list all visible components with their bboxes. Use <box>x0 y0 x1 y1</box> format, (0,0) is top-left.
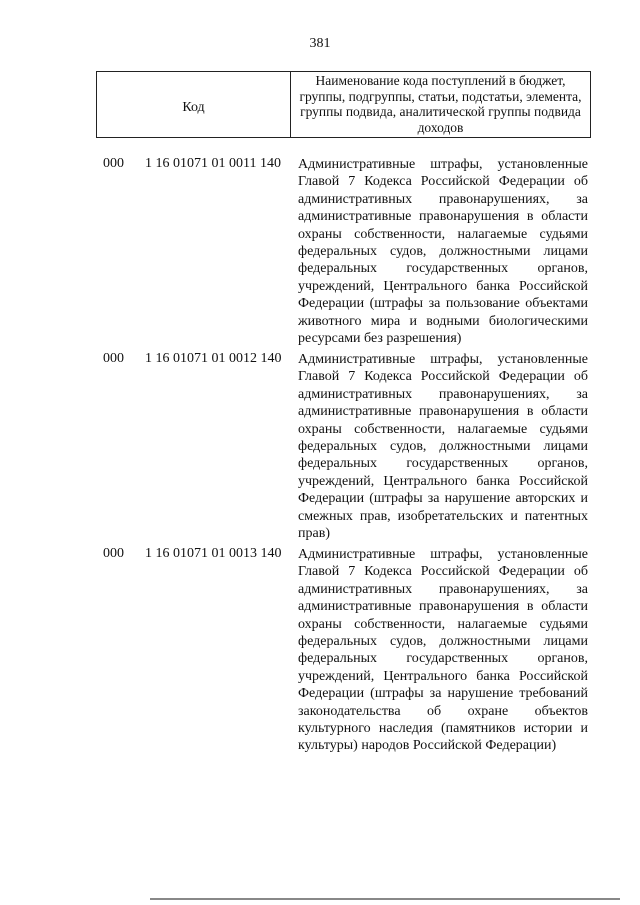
admin-code: 000 <box>103 351 124 366</box>
income-description: Административные штрафы, установленные Главой 7 Кодекса Российской Федерации об административных правонарушениях, за административные правонарушения в области охраны собственности, налагаемые судьями федеральных судов, должностными лицами федеральных государственных органов, учреждений, Центрального банка Российской Федерации (штрафы за нарушение требований законодательства об охране объектов культурного наследия (памятников истории и культуры) народов Российской Федерации) <box>298 547 588 754</box>
income-code: 1 16 01071 01 0012 140 <box>145 351 282 366</box>
column-header-code: Код <box>182 99 205 115</box>
page-number: 381 <box>309 36 331 51</box>
table-header <box>96 71 591 138</box>
column-header-name: Наименование кода поступлений в бюджет, группы, подгруппы, статьи, подстатьи, элемента, группы подвида, аналитической группы подвида доходов <box>299 73 582 135</box>
income-description: Административные штрафы, установленные Главой 7 Кодекса Российской Федерации об административных правонарушениях, за административные правонарушения в области охраны собственности, налагаемые судьями федеральных судов, должностными лицами федеральных государственных органов, учреждений, Центрального банка Российской Федерации (штрафы за нарушение авторских и смежных прав, изобретательских и патентных прав) <box>298 352 588 542</box>
income-description: Административные штрафы, установленные Главой 7 Кодекса Российской Федерации об административных правонарушениях, за административные правонарушения в области охраны собственности, налагаемые судьями федеральных судов, должностными лицами федеральных государственных органов, учреждений, Центрального банка Российской Федерации (штрафы за пользование объектами животного мира и водными биологическими ресурсами без разрешения) <box>298 157 588 347</box>
income-code: 1 16 01071 01 0011 140 <box>145 156 281 171</box>
admin-code: 000 <box>103 156 124 171</box>
admin-code: 000 <box>103 546 124 561</box>
scan-edge <box>150 898 620 900</box>
income-code: 1 16 01071 01 0013 140 <box>145 546 282 561</box>
